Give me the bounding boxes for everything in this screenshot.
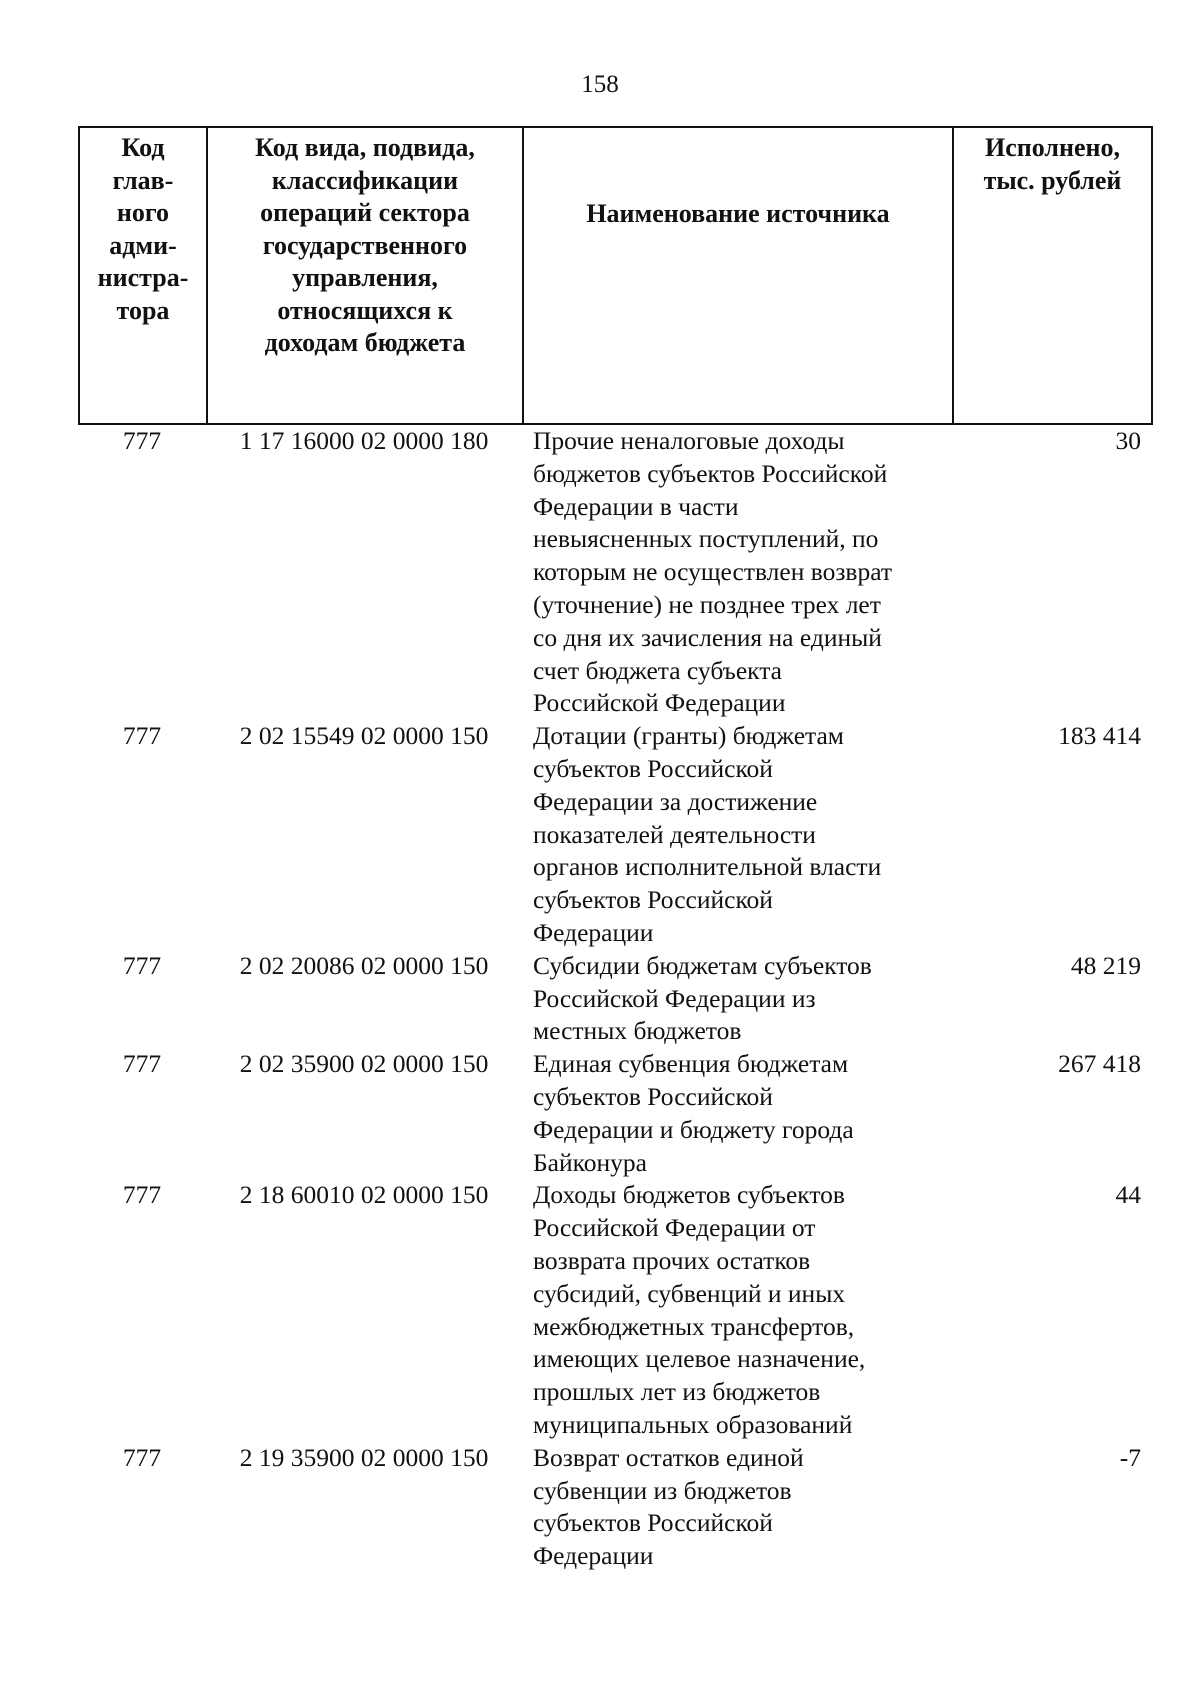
- source-name-line: Субсидии бюджетам субъектов: [533, 950, 872, 980]
- admin-code-cell: 777: [122, 950, 162, 980]
- source-name-line: Федерации за достижение: [533, 786, 818, 816]
- table-row: [78, 950, 1153, 1048]
- source-name-line: субъектов Российской: [533, 1081, 773, 1111]
- amount-cell: 30: [1115, 426, 1141, 455]
- source-name-line: субъектов Российской: [533, 885, 773, 915]
- source-name-line: Российской Федерации: [533, 688, 786, 718]
- source-name-line: возврата прочих остатков: [533, 1245, 811, 1275]
- source-name-line: Единая субвенция бюджетам: [533, 1049, 849, 1079]
- admin-code-cell: 777: [122, 426, 162, 455]
- table-header: [78, 126, 1153, 425]
- source-name-line: (уточнение) не позднее трех лет: [533, 589, 881, 619]
- source-name-line: со дня их зачисления на единый: [533, 622, 882, 652]
- header-line: классификации: [271, 165, 459, 195]
- amount-cell: -7: [1119, 1442, 1141, 1472]
- header-line: глав-: [112, 165, 174, 195]
- source-name-line: показателей деятельности: [533, 819, 816, 849]
- header-executed: [954, 128, 1151, 425]
- header-line: нистра-: [97, 263, 189, 292]
- source-name-line: которым не осуществлен возврат: [533, 557, 893, 587]
- admin-code-cell: 777: [122, 1442, 162, 1472]
- table-body: [78, 425, 1153, 1573]
- amount-cell: 183 414: [1058, 721, 1141, 751]
- source-name-line: местных бюджетов: [533, 1016, 742, 1046]
- source-name-cell: [533, 720, 953, 950]
- source-name-cell: [533, 1179, 953, 1441]
- source-name-line: бюджетов субъектов Российской: [533, 458, 888, 488]
- header-type-code: [208, 128, 524, 425]
- table-row: [78, 1442, 1153, 1573]
- source-name-cell: [533, 425, 953, 720]
- source-name-line: Возврат остатков единой: [533, 1442, 804, 1472]
- revenue-table: [78, 126, 1153, 1573]
- header-line: Код: [121, 133, 165, 162]
- table-row: [78, 720, 1153, 950]
- source-name-line: субсидий, субвенций и иных: [533, 1278, 846, 1308]
- source-name-line: субвенции из бюджетов: [533, 1475, 792, 1505]
- admin-code-cell: 777: [122, 721, 162, 751]
- source-name-line: Российской Федерации из: [533, 983, 816, 1013]
- header-line: государственного: [262, 230, 468, 260]
- header-line: ного: [116, 198, 170, 227]
- source-name-line: имеющих целевое назначение,: [533, 1344, 866, 1374]
- classification-code-cell: 2 02 15549 02 0000 150: [239, 721, 489, 751]
- classification-code-cell: 2 02 20086 02 0000 150: [239, 950, 489, 980]
- header-source-name: [524, 128, 954, 425]
- source-name-line: межбюджетных трансфертов,: [533, 1311, 855, 1341]
- source-name-line: Федерации и бюджету города: [533, 1114, 854, 1144]
- source-name-cell: [533, 1442, 953, 1573]
- source-name-line: органов исполнительной власти: [533, 852, 882, 882]
- source-name-cell: [533, 1048, 953, 1179]
- source-name-cell: [533, 950, 953, 1048]
- classification-code-cell: 2 19 35900 02 0000 150: [239, 1442, 489, 1472]
- header-line: Код вида, подвида,: [255, 133, 475, 162]
- classification-code-cell: 1 17 16000 02 0000 180: [239, 426, 489, 455]
- source-name-line: счет бюджета субъекта: [533, 655, 782, 685]
- source-name-line: Байконура: [533, 1147, 647, 1177]
- source-name-line: Дотации (гранты) бюджетам: [533, 721, 844, 751]
- header-line: тыс. рублей: [983, 165, 1122, 195]
- classification-code-cell: 2 02 35900 02 0000 150: [239, 1049, 489, 1079]
- page-number: 158: [581, 71, 619, 98]
- table-row: [78, 425, 1153, 720]
- table-row: [78, 1179, 1153, 1441]
- header-line: операций сектора: [260, 198, 470, 227]
- classification-code-cell: 2 18 60010 02 0000 150: [239, 1180, 489, 1210]
- header-line: Исполнено,: [985, 133, 1120, 162]
- source-name-line: Федерации: [533, 1541, 654, 1571]
- source-name-line: муниципальных образований: [533, 1409, 853, 1439]
- source-name-line: Федерации: [533, 917, 654, 947]
- header-line: Наименование источника: [586, 199, 890, 228]
- header-line: тора: [116, 295, 170, 325]
- admin-code-cell: 777: [122, 1180, 162, 1210]
- admin-code-cell: 777: [122, 1049, 162, 1079]
- header-admin-code: [80, 128, 208, 425]
- amount-cell: 48 219: [1070, 950, 1141, 980]
- header-line: относящихся к: [277, 295, 453, 325]
- amount-cell: 44: [1115, 1180, 1141, 1210]
- source-name-line: Российской Федерации от: [533, 1213, 816, 1243]
- header-line: доходам бюджета: [264, 328, 466, 357]
- header-line: адми-: [109, 230, 177, 260]
- source-name-line: невыясненных поступлений, по: [533, 524, 879, 554]
- source-name-line: субъектов Российской: [533, 753, 773, 783]
- header-line: управления,: [292, 263, 438, 292]
- source-name-line: Федерации в части: [533, 491, 739, 521]
- source-name-line: субъектов Российской: [533, 1508, 773, 1538]
- source-name-line: прошлых лет из бюджетов: [533, 1377, 821, 1407]
- source-name-line: Прочие неналоговые доходы: [533, 426, 845, 455]
- amount-cell: 267 418: [1058, 1049, 1141, 1079]
- source-name-line: Доходы бюджетов субъектов: [533, 1180, 845, 1210]
- table-row: [78, 1048, 1153, 1179]
